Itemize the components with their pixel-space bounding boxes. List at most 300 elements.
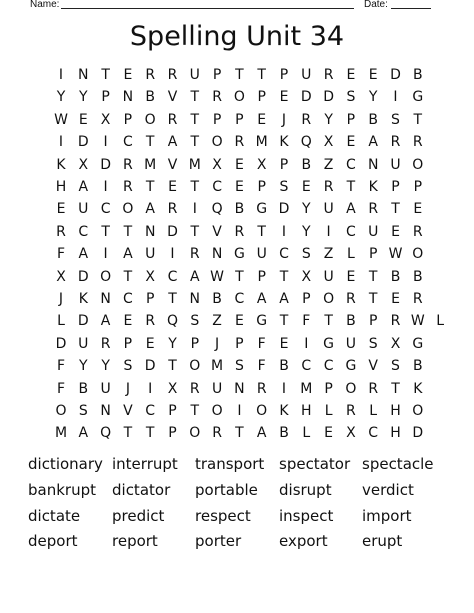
grid-letter[interactable]: X: [346, 425, 356, 442]
grid-letter[interactable]: I: [148, 380, 153, 397]
grid-letter[interactable]: C: [167, 268, 178, 285]
grid-letter[interactable]: K: [78, 291, 88, 307]
grid-letter[interactable]: E: [234, 313, 244, 330]
grid-letter[interactable]: E: [346, 268, 356, 285]
grid-letter[interactable]: T: [190, 223, 200, 240]
grid-letter[interactable]: R: [412, 223, 423, 240]
grid-letter[interactable]: P: [145, 291, 155, 307]
grid-letter[interactable]: L: [324, 403, 333, 419]
grid-letter[interactable]: O: [100, 268, 112, 285]
grid-letter[interactable]: Q: [100, 425, 112, 442]
grid-letter[interactable]: H: [390, 425, 401, 442]
grid-letter[interactable]: F: [302, 313, 311, 330]
grid-letter[interactable]: Y: [79, 358, 88, 375]
word-list-item: report: [112, 532, 158, 550]
grid-letter[interactable]: S: [301, 246, 311, 263]
grid-letter[interactable]: R: [145, 313, 156, 330]
grid-letter[interactable]: T: [168, 358, 177, 375]
grid-letter[interactable]: O: [412, 246, 424, 263]
grid-letter[interactable]: T: [346, 179, 356, 195]
grid-letter[interactable]: I: [192, 201, 197, 218]
grid-letter[interactable]: M: [54, 425, 68, 442]
grid-letter[interactable]: D: [55, 335, 67, 352]
grid-letter[interactable]: Q: [166, 313, 179, 330]
grid-letter[interactable]: I: [326, 223, 331, 240]
grid-letter[interactable]: V: [212, 223, 222, 240]
grid-letter[interactable]: U: [256, 246, 267, 263]
grid-letter[interactable]: T: [190, 89, 200, 106]
grid-letter[interactable]: X: [145, 268, 155, 285]
grid-letter[interactable]: Y: [368, 89, 378, 106]
grid-letter[interactable]: M: [211, 358, 224, 375]
grid-letter[interactable]: U: [323, 268, 334, 285]
grid-letter[interactable]: G: [345, 358, 357, 375]
word-list-item: spectator: [279, 455, 351, 473]
grid-letter[interactable]: T: [235, 268, 244, 285]
grid-letter[interactable]: P: [190, 335, 200, 352]
grid-letter[interactable]: T: [413, 111, 423, 128]
grid-letter[interactable]: E: [123, 313, 133, 330]
grid-letter[interactable]: M: [188, 156, 201, 173]
grid-letter[interactable]: V: [167, 156, 178, 173]
grid-letter[interactable]: F: [257, 358, 266, 375]
grid-letter[interactable]: K: [279, 403, 289, 419]
grid-letter[interactable]: C: [323, 358, 334, 375]
word-list-item: porter: [195, 532, 242, 550]
grid-letter[interactable]: P: [257, 268, 266, 285]
grid-letter[interactable]: B: [301, 156, 312, 173]
grid-letter[interactable]: O: [256, 403, 268, 419]
grid-letter[interactable]: A: [256, 425, 267, 442]
grid-letter[interactable]: P: [413, 179, 423, 195]
grid-letter[interactable]: T: [279, 313, 289, 330]
grid-letter[interactable]: T: [235, 425, 244, 442]
word-list-item: respect: [195, 507, 251, 525]
grid-letter[interactable]: C: [234, 291, 245, 307]
grid-letter[interactable]: K: [368, 179, 378, 195]
grid-letter[interactable]: A: [78, 246, 89, 263]
grid-letter[interactable]: F: [56, 246, 66, 263]
grid-letter[interactable]: T: [257, 67, 266, 83]
grid-letter[interactable]: E: [257, 111, 267, 128]
grid-letter[interactable]: K: [413, 380, 423, 397]
grid-letter[interactable]: O: [345, 380, 357, 397]
grid-letter[interactable]: U: [368, 223, 379, 240]
grid-letter[interactable]: P: [123, 111, 133, 128]
grid-letter[interactable]: C: [368, 425, 379, 442]
grid-letter[interactable]: B: [78, 380, 89, 397]
grid-letter[interactable]: P: [212, 67, 222, 83]
grid-letter[interactable]: X: [78, 156, 89, 173]
grid-letter[interactable]: E: [413, 201, 423, 218]
grid-letter[interactable]: N: [367, 156, 379, 173]
grid-letter[interactable]: E: [56, 201, 66, 218]
grid-letter[interactable]: F: [56, 380, 66, 397]
grid-letter[interactable]: X: [212, 156, 222, 173]
grid-letter[interactable]: N: [189, 291, 201, 307]
grid-letter[interactable]: C: [346, 156, 356, 173]
grid-letter[interactable]: B: [412, 67, 423, 83]
grid-letter[interactable]: P: [168, 425, 177, 442]
grid-letter[interactable]: C: [301, 358, 312, 375]
grid-letter[interactable]: G: [233, 246, 245, 263]
grid-letter[interactable]: P: [235, 335, 244, 352]
grid-letter[interactable]: X: [56, 268, 66, 285]
grid-letter[interactable]: U: [345, 335, 357, 352]
grid-letter[interactable]: A: [123, 246, 133, 263]
grid-letter[interactable]: T: [145, 134, 155, 151]
grid-letter[interactable]: B: [234, 201, 245, 218]
word-list-item: erupt: [362, 532, 403, 550]
grid-letter[interactable]: R: [56, 223, 66, 240]
grid-letter[interactable]: T: [368, 268, 378, 285]
grid-letter[interactable]: T: [101, 67, 110, 83]
grid-letter[interactable]: N: [100, 291, 111, 307]
grid-letter[interactable]: E: [324, 425, 334, 442]
grid-letter[interactable]: P: [123, 335, 133, 352]
grid-letter[interactable]: E: [279, 89, 289, 106]
grid-letter[interactable]: I: [281, 380, 287, 397]
name-input-line[interactable]: [61, 8, 354, 9]
grid-letter[interactable]: Z: [323, 156, 334, 173]
grid-letter[interactable]: S: [78, 403, 88, 419]
word-list-item: interrupt: [112, 455, 178, 473]
grid-letter[interactable]: L: [436, 313, 444, 330]
grid-letter[interactable]: T: [123, 425, 133, 442]
grid-letter[interactable]: I: [393, 89, 398, 106]
grid-letter[interactable]: D: [412, 425, 424, 442]
grid-letter[interactable]: Q: [300, 134, 312, 151]
grid-letter[interactable]: R: [256, 380, 267, 397]
grid-letter[interactable]: D: [300, 89, 312, 106]
header-row: [0, 0, 474, 12]
grid-letter[interactable]: R: [212, 425, 222, 442]
grid-letter[interactable]: C: [100, 201, 111, 218]
grid-letter[interactable]: G: [256, 201, 268, 218]
grid-letter[interactable]: A: [279, 291, 289, 307]
grid-letter[interactable]: U: [390, 156, 401, 173]
grid-letter[interactable]: R: [390, 134, 401, 151]
grid-letter[interactable]: T: [168, 291, 177, 307]
grid-letter[interactable]: M: [300, 380, 313, 397]
grid-letter[interactable]: A: [78, 425, 89, 442]
grid-letter[interactable]: Y: [79, 89, 88, 106]
grid-letter[interactable]: P: [302, 291, 311, 307]
grid-letter[interactable]: O: [323, 291, 335, 307]
grid-letter[interactable]: C: [78, 223, 89, 240]
grid-letter[interactable]: E: [346, 67, 356, 83]
grid-letter[interactable]: E: [78, 111, 88, 128]
grid-letter[interactable]: G: [412, 335, 424, 352]
grid-letter[interactable]: W: [388, 246, 403, 263]
grid-letter[interactable]: D: [167, 223, 178, 240]
grid-letter[interactable]: J: [58, 291, 64, 307]
grid-letter[interactable]: O: [189, 425, 201, 442]
grid-letter[interactable]: U: [78, 201, 89, 218]
grid-letter[interactable]: P: [279, 156, 289, 173]
grid-letter[interactable]: P: [368, 246, 378, 263]
grid-letter[interactable]: Y: [101, 358, 110, 375]
grid-letter[interactable]: X: [390, 335, 401, 352]
grid-letter[interactable]: R: [167, 111, 178, 128]
grid-letter[interactable]: E: [391, 291, 400, 307]
grid-letter[interactable]: D: [77, 313, 89, 330]
grid-letter[interactable]: C: [346, 223, 356, 240]
grid-letter[interactable]: O: [211, 134, 223, 151]
grid-letter[interactable]: B: [212, 291, 222, 307]
grid-letter[interactable]: R: [323, 179, 334, 195]
grid-letter[interactable]: P: [101, 89, 110, 106]
grid-letter[interactable]: X: [301, 268, 312, 285]
grid-letter[interactable]: T: [145, 179, 155, 195]
grid-letter[interactable]: U: [145, 246, 156, 263]
grid-letter[interactable]: C: [145, 403, 156, 419]
grid-letter[interactable]: T: [123, 268, 133, 285]
grid-letter[interactable]: T: [257, 223, 266, 240]
grid-letter[interactable]: R: [167, 201, 178, 218]
grid-letter[interactable]: I: [103, 246, 108, 263]
grid-letter[interactable]: P: [324, 380, 333, 397]
grid-letter[interactable]: Y: [324, 111, 333, 128]
grid-letter[interactable]: P: [235, 111, 244, 128]
grid-letter[interactable]: X: [100, 111, 111, 128]
grid-letter[interactable]: C: [212, 179, 222, 195]
grid-letter[interactable]: L: [369, 403, 378, 419]
grid-letter[interactable]: H: [55, 179, 67, 195]
grid-letter[interactable]: E: [301, 179, 311, 195]
grid-letter[interactable]: P: [279, 67, 289, 83]
grid-letter[interactable]: B: [279, 358, 289, 375]
grid-letter[interactable]: X: [256, 156, 267, 173]
grid-letter[interactable]: P: [391, 179, 400, 195]
grid-letter[interactable]: Y: [56, 89, 66, 106]
grid-letter[interactable]: U: [100, 380, 111, 397]
grid-letter[interactable]: T: [368, 291, 378, 307]
grid-letter[interactable]: X: [323, 134, 334, 151]
grid-letter[interactable]: S: [346, 89, 356, 106]
grid-letter[interactable]: R: [167, 67, 178, 83]
grid-letter[interactable]: R: [368, 380, 379, 397]
date-input-line[interactable]: [391, 8, 431, 9]
grid-letter[interactable]: U: [301, 67, 312, 83]
grid-letter[interactable]: P: [168, 403, 177, 419]
grid-letter[interactable]: D: [390, 67, 401, 83]
grid-letter[interactable]: R: [390, 313, 401, 330]
grid-letter[interactable]: C: [123, 291, 133, 307]
grid-letter[interactable]: O: [55, 403, 67, 419]
grid-letter[interactable]: D: [278, 201, 290, 218]
grid-letter[interactable]: E: [123, 67, 133, 83]
grid-letter[interactable]: R: [323, 67, 334, 83]
grid-letter[interactable]: V: [167, 89, 178, 106]
grid-letter[interactable]: R: [412, 134, 423, 151]
grid-letter[interactable]: R: [189, 380, 200, 397]
grid-letter[interactable]: G: [323, 335, 335, 352]
grid-letter[interactable]: M: [255, 134, 268, 151]
grid-letter[interactable]: P: [368, 313, 378, 330]
grid-letter[interactable]: U: [78, 335, 89, 352]
grid-letter[interactable]: I: [103, 134, 108, 151]
grid-letter[interactable]: A: [256, 291, 267, 307]
grid-letter[interactable]: T: [391, 380, 400, 397]
grid-letter[interactable]: S: [279, 179, 289, 195]
grid-letter[interactable]: I: [58, 134, 64, 151]
grid-letter[interactable]: E: [346, 134, 356, 151]
grid-letter[interactable]: E: [391, 223, 400, 240]
grid-letter[interactable]: U: [189, 67, 200, 83]
grid-letter[interactable]: U: [211, 380, 223, 397]
grid-letter[interactable]: V: [368, 358, 378, 375]
grid-letter[interactable]: T: [324, 313, 333, 330]
grid-letter[interactable]: H: [301, 403, 312, 419]
grid-letter[interactable]: N: [78, 67, 89, 83]
grid-letter[interactable]: A: [78, 179, 89, 195]
grid-letter[interactable]: E: [168, 179, 177, 195]
grid-letter[interactable]: M: [144, 156, 157, 173]
grid-letter[interactable]: P: [257, 89, 266, 106]
grid-letter[interactable]: C: [279, 246, 289, 263]
grid-letter[interactable]: C: [123, 134, 133, 151]
grid-letter[interactable]: E: [368, 67, 378, 83]
grid-letter[interactable]: Z: [212, 313, 222, 330]
grid-letter[interactable]: Y: [302, 201, 311, 218]
grid-letter[interactable]: E: [234, 179, 244, 195]
grid-letter[interactable]: S: [368, 335, 378, 352]
grid-letter[interactable]: T: [190, 403, 200, 419]
grid-letter[interactable]: R: [100, 335, 111, 352]
grid-letter[interactable]: R: [368, 201, 379, 218]
grid-letter[interactable]: D: [77, 134, 89, 151]
grid-letter[interactable]: T: [190, 134, 200, 151]
grid-letter[interactable]: X: [167, 380, 178, 397]
grid-letter[interactable]: F: [257, 335, 266, 352]
grid-letter[interactable]: I: [281, 223, 287, 240]
grid-letter[interactable]: D: [77, 268, 89, 285]
grid-letter[interactable]: B: [368, 111, 378, 128]
grid-letter[interactable]: J: [125, 380, 130, 397]
grid-letter[interactable]: H: [390, 403, 401, 419]
grid-letter[interactable]: I: [170, 246, 175, 263]
grid-letter[interactable]: S: [123, 358, 133, 375]
grid-letter[interactable]: I: [237, 403, 242, 419]
grid-letter[interactable]: L: [346, 246, 355, 263]
grid-letter[interactable]: R: [212, 89, 222, 106]
grid-letter[interactable]: T: [145, 425, 155, 442]
grid-letter[interactable]: L: [57, 313, 65, 330]
grid-letter[interactable]: T: [190, 111, 200, 128]
grid-letter[interactable]: K: [56, 156, 66, 173]
grid-letter[interactable]: I: [58, 67, 64, 83]
grid-letter[interactable]: R: [189, 246, 200, 263]
grid-letter[interactable]: A: [167, 134, 178, 151]
grid-letter[interactable]: E: [234, 156, 244, 173]
grid-letter[interactable]: S: [391, 111, 400, 128]
grid-letter[interactable]: R: [123, 179, 133, 195]
grid-letter[interactable]: T: [101, 223, 110, 240]
grid-letter[interactable]: B: [346, 313, 356, 330]
grid-letter[interactable]: Z: [323, 246, 334, 263]
grid-letter[interactable]: Y: [168, 335, 177, 352]
grid-letter[interactable]: S: [391, 358, 400, 375]
grid-letter[interactable]: R: [412, 291, 423, 307]
grid-letter[interactable]: R: [346, 403, 356, 419]
grid-letter[interactable]: B: [390, 268, 401, 285]
grid-letter[interactable]: D: [100, 156, 111, 173]
grid-letter[interactable]: B: [279, 425, 289, 442]
grid-letter[interactable]: G: [412, 89, 424, 106]
grid-letter[interactable]: A: [346, 201, 356, 218]
word-list-item: verdict: [362, 481, 414, 499]
grid-letter[interactable]: N: [100, 403, 111, 419]
grid-letter[interactable]: K: [279, 134, 289, 151]
grid-letter[interactable]: N: [122, 89, 134, 106]
grid-letter[interactable]: T: [123, 223, 133, 240]
grid-letter[interactable]: T: [190, 179, 200, 195]
grid-letter[interactable]: S: [234, 358, 244, 375]
grid-letter[interactable]: A: [190, 268, 200, 285]
grid-letter[interactable]: N: [234, 380, 245, 397]
grid-letter[interactable]: O: [189, 358, 201, 375]
grid-letter[interactable]: P: [212, 111, 222, 128]
grid-letter[interactable]: R: [145, 67, 156, 83]
grid-letter[interactable]: O: [233, 89, 245, 106]
grid-letter[interactable]: R: [346, 291, 356, 307]
grid-letter[interactable]: Q: [211, 201, 223, 218]
grid-letter[interactable]: A: [368, 134, 378, 151]
grid-letter[interactable]: T: [235, 67, 244, 83]
grid-letter[interactable]: W: [410, 313, 425, 330]
grid-letter[interactable]: R: [234, 134, 245, 151]
grid-letter[interactable]: V: [123, 403, 133, 419]
grid-letter[interactable]: A: [145, 201, 155, 218]
grid-letter[interactable]: D: [144, 358, 156, 375]
grid-letter[interactable]: B: [412, 358, 423, 375]
grid-letter[interactable]: U: [323, 201, 334, 218]
grid-letter[interactable]: T: [279, 268, 289, 285]
grid-letter[interactable]: W: [210, 268, 225, 285]
grid-letter[interactable]: T: [391, 201, 400, 218]
grid-letter[interactable]: I: [304, 335, 309, 352]
grid-letter[interactable]: O: [412, 403, 424, 419]
grid-letter[interactable]: N: [211, 246, 223, 263]
grid-letter[interactable]: O: [144, 111, 156, 128]
grid-letter[interactable]: S: [190, 313, 200, 330]
grid-letter[interactable]: B: [412, 268, 423, 285]
grid-letter[interactable]: D: [323, 89, 334, 106]
grid-letter[interactable]: B: [145, 89, 155, 106]
grid-letter[interactable]: R: [123, 156, 133, 173]
grid-letter[interactable]: Y: [302, 223, 311, 240]
grid-letter[interactable]: R: [301, 111, 312, 128]
grid-letter[interactable]: N: [144, 223, 156, 240]
grid-letter[interactable]: O: [211, 403, 223, 419]
grid-letter[interactable]: L: [302, 425, 311, 442]
grid-letter[interactable]: E: [145, 335, 155, 352]
grid-letter[interactable]: O: [412, 156, 424, 173]
grid-letter[interactable]: G: [256, 313, 268, 330]
grid-letter[interactable]: I: [103, 179, 108, 195]
grid-letter[interactable]: J: [281, 111, 287, 128]
grid-letter[interactable]: A: [100, 313, 111, 330]
grid-letter[interactable]: W: [54, 111, 68, 128]
grid-letter[interactable]: R: [234, 223, 245, 240]
grid-letter[interactable]: F: [56, 358, 66, 375]
grid-letter[interactable]: P: [257, 179, 266, 195]
grid-letter[interactable]: P: [346, 111, 356, 128]
grid-letter[interactable]: O: [122, 201, 134, 218]
grid-letter[interactable]: J: [215, 335, 220, 352]
grid-letter[interactable]: E: [279, 335, 289, 352]
